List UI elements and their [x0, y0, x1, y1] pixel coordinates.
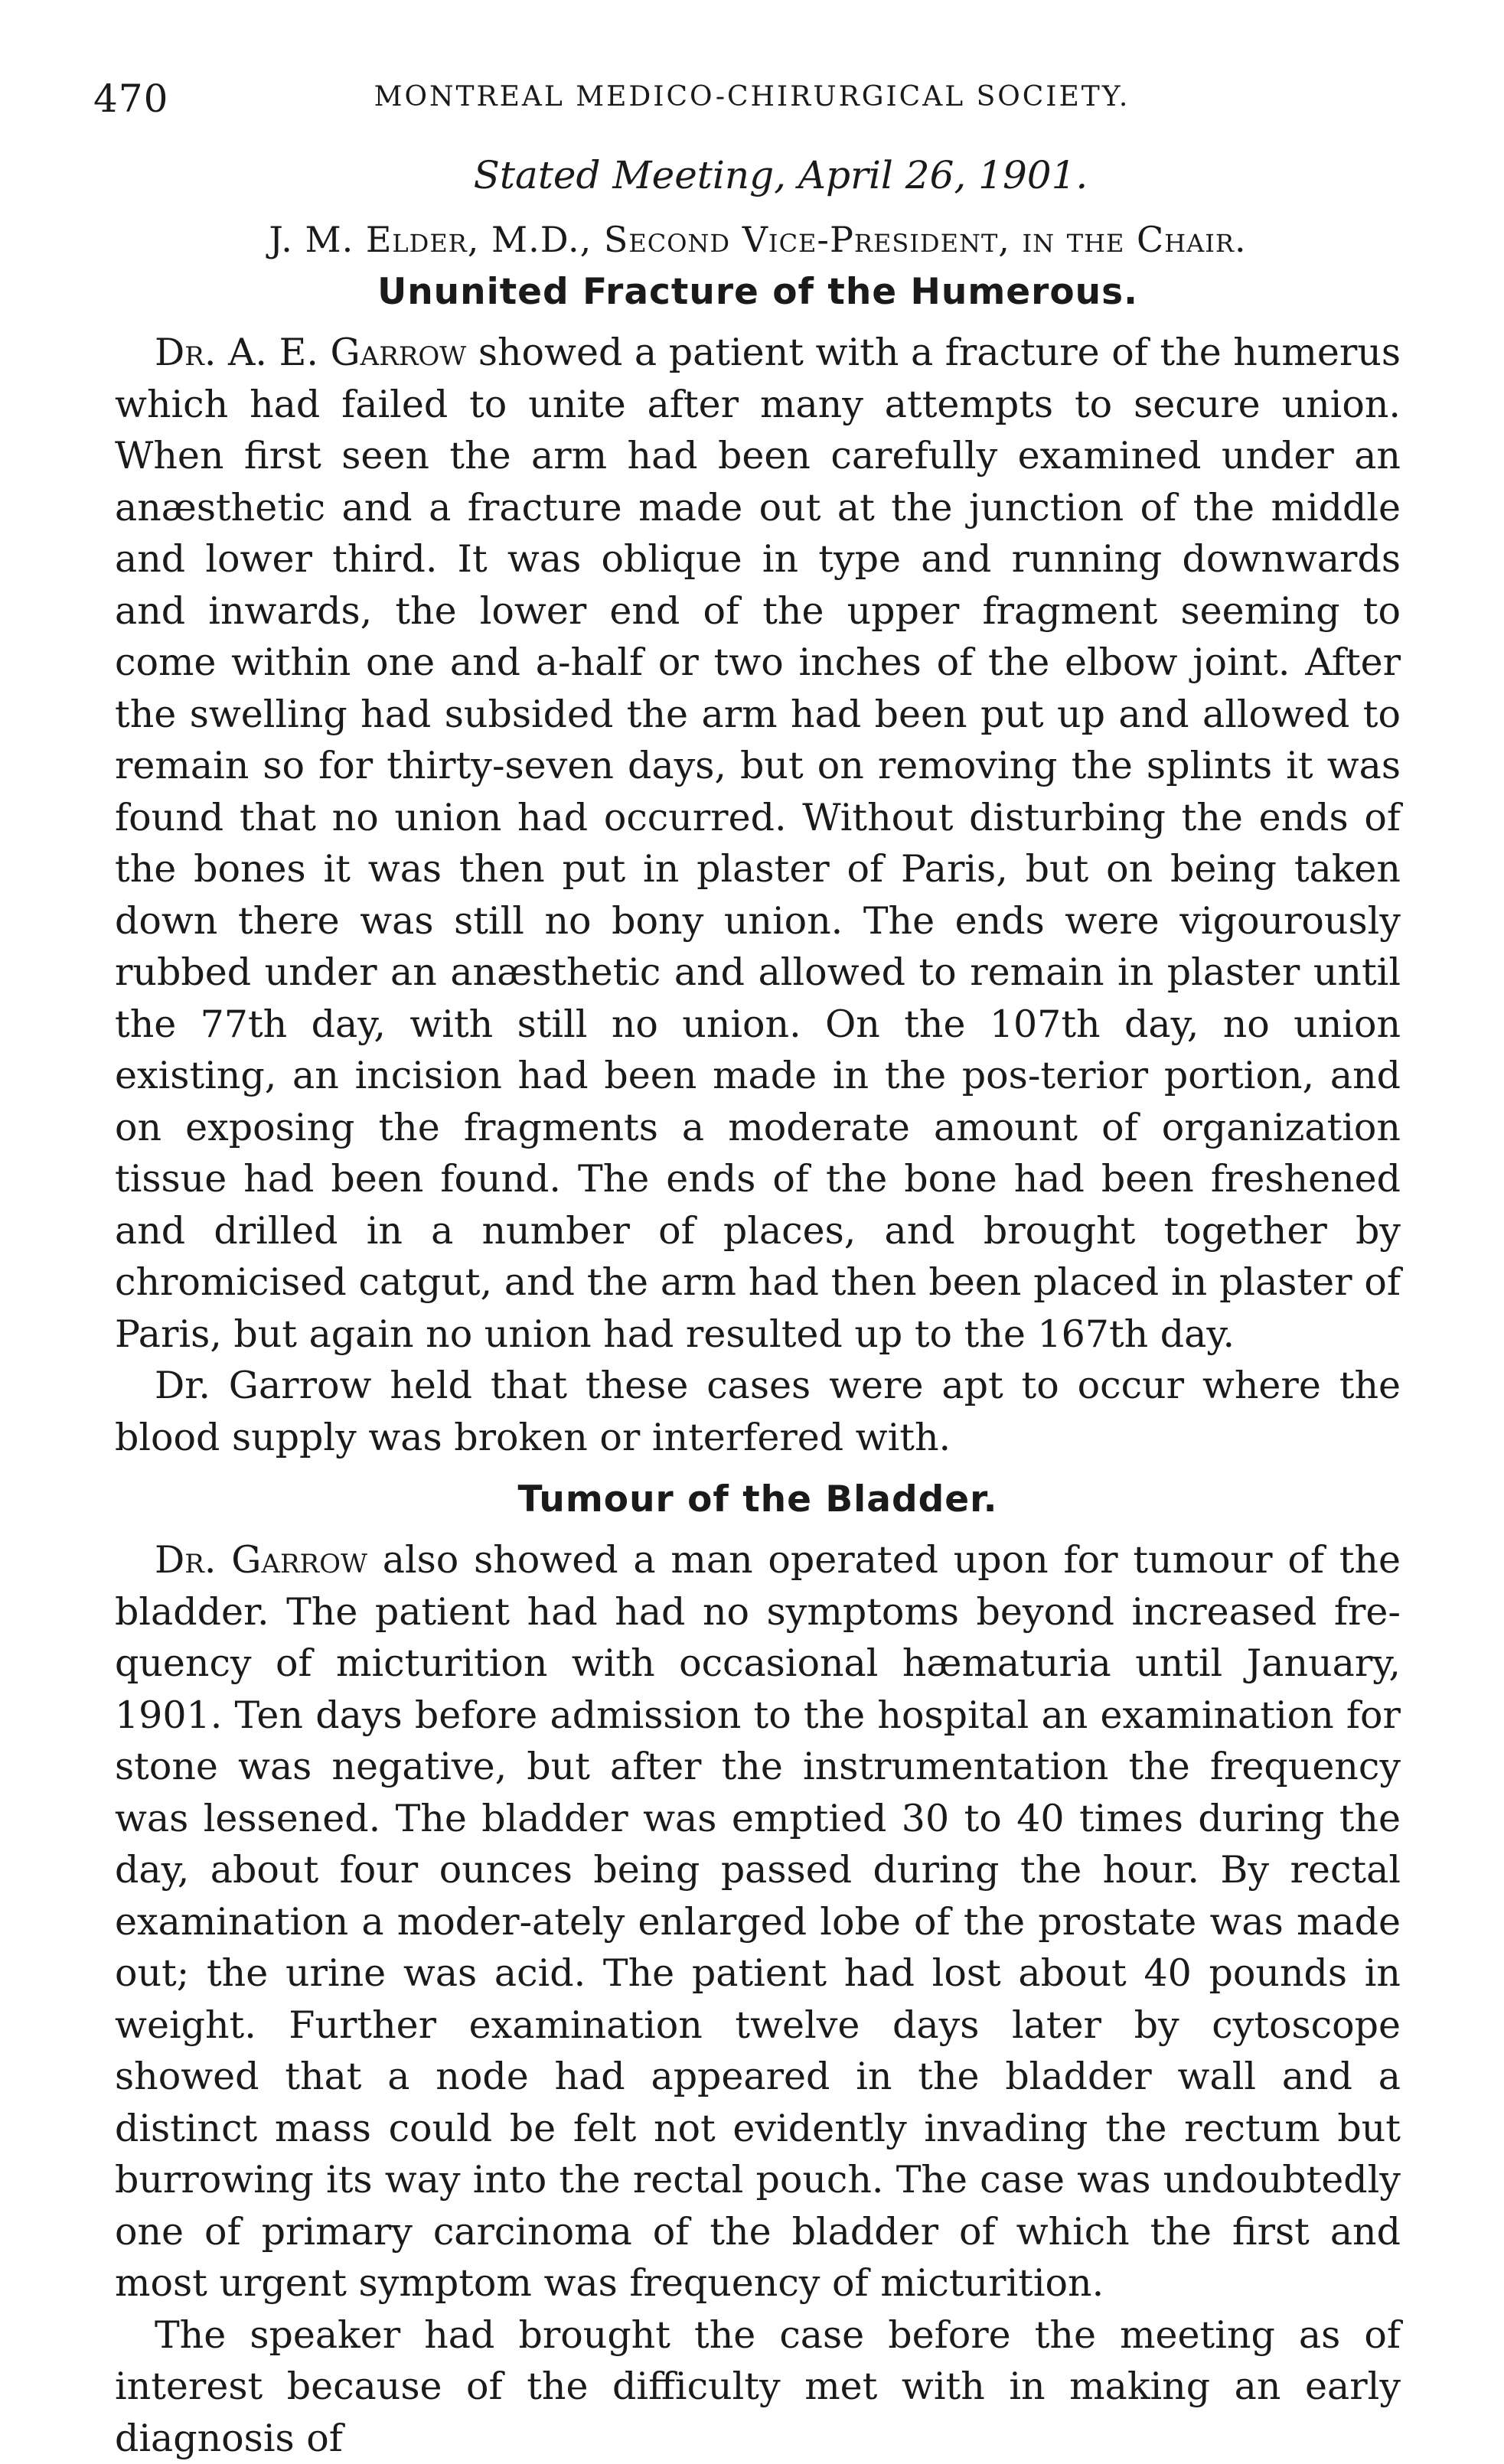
running-header — [93, 77, 1411, 130]
paragraph-text: also showed a man operated upon for tumour of the bladder. The patient had had no symptoms beyond increased fre-quency of micturition with occasional hæmaturia until January, 1901. Ten days before admission to the hospital an examination for stone was negative, but after the instrumentation the frequency was lessened. The bladder was emptied 30 to 40 times during the day, about four ounces being passed during the hour. By rectal examination a moder-ately enlarged lobe of the prostate was made out; the urine was acid. The patient had lost about 40 pounds in weight. Further examination twelve days later by cytoscope showed that a node had appeared in the bladder wall and a distinct mass could be felt not evidently invading the rectum but burrowing its way into the rectal pouch. The case was undoubtedly one of primary carcinoma of the bladder of which the first and most urgent symptom was frequency of micturition. — [115, 1538, 1401, 2305]
section-heading: Ununited Fracture of the Humerous. — [115, 271, 1401, 313]
paragraph-text: Dr. Garrow held that these cases were apt to occur where the blood supply was broken or interfered with. — [115, 1364, 1401, 1459]
paragraph — [115, 1534, 1401, 2309]
running-title: MONTREAL MEDICO-CHIRURGICAL SOCIETY. — [93, 81, 1411, 112]
section-bladder-tumour — [115, 1478, 1401, 2464]
paragraph-text: The speaker had brought the case before the meeting as of interest because of the difficulty met with in making an early diagnosis of — [115, 2313, 1401, 2460]
section-heading: Tumour of the Bladder. — [115, 1478, 1401, 1520]
page-number: 470 — [93, 77, 168, 121]
speaker-name: Dr. Garrow — [155, 1538, 367, 1582]
meeting-title: Stated Meeting, April 26, 1901. — [115, 153, 1401, 197]
paragraph-text: showed a patient with a fracture of the humerus which had failed to unite after many attempts to secure union. When first seen the arm had been carefully examined under an anæsthetic and a fracture made out at the junction of the middle and lower third. It was oblique in type and running downwards and inwards, the lower end of the upper fragment seeming to come within one and a-half or two inches of the elbow joint. After the swelling had subsided the arm had been put up and allowed to remain so for thirty-seven days, but on removing the splints it was found that no union had occurred. Without disturbing the ends of the bones it was then put in plaster of Paris, but on being taken down there was still no bony union. The ends were vigourously rubbed under an anæsthetic and allowed to remain in plaster until the 77th day, with still no union. On the 107th day, no union existing, an incision had been made in the pos-terior portion, and on exposing the fragments a moderate amount of organization tissue had been found. The ends of the bone had been freshened and drilled in a number of places, and brought together by chromicised catgut, and the arm had then been placed in plaster of Paris, but again no union had resulted up to the 167th day. — [115, 331, 1401, 1356]
speaker-name: Dr. A. E. Garrow — [155, 331, 466, 374]
article-body — [115, 153, 1401, 2464]
paragraph — [115, 2309, 1401, 2464]
meeting-chair: J. M. Elder, M.D., Second Vice-President, in the Chair. — [115, 219, 1401, 260]
section-fracture — [115, 271, 1401, 1463]
paragraph — [115, 327, 1401, 1360]
paragraph — [115, 1360, 1401, 1463]
